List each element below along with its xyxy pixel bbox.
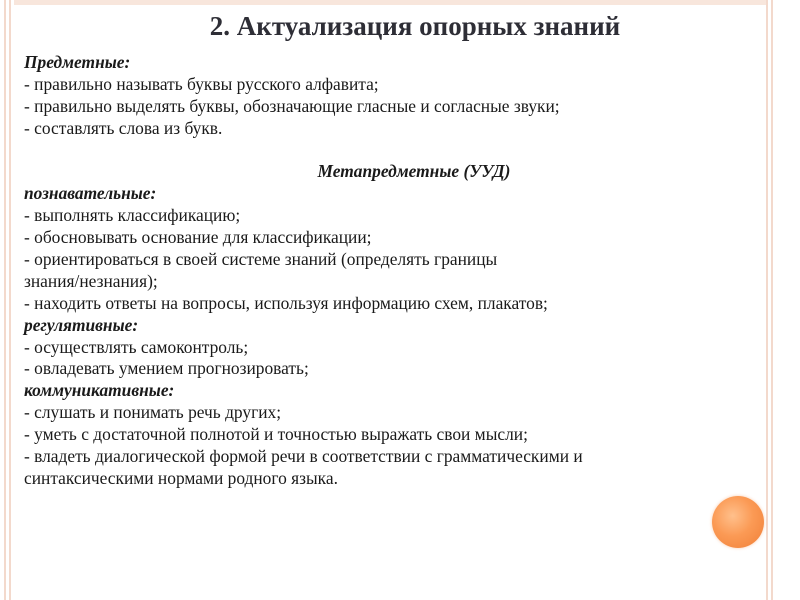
slide-body [24, 52, 764, 490]
communicative-heading: коммуникативные: [24, 380, 175, 401]
cognitive-heading: познавательные: [24, 183, 157, 204]
slide-title: 2. Актуализация опорных знаний [209, 11, 621, 41]
communicative-item: - уметь с достаточной полнотой и точностью выражать свои мысли; [24, 424, 528, 445]
subject-heading: Предметные: [24, 52, 131, 72]
spacer [24, 140, 764, 162]
cognitive-item: - находить ответы на вопросы, используя информацию схем, плакатов; [24, 292, 548, 313]
regulatory-item: - овладевать умением прогнозировать; [24, 358, 309, 379]
cognitive-item: знания/незнания); [24, 270, 158, 291]
left-border-stripes [4, 0, 14, 600]
cognitive-item: - выполнять классификацию; [24, 205, 241, 226]
subject-item: - составлять слова из букв. [24, 117, 223, 138]
meta-heading: Метапредметные (УУД) [317, 161, 511, 182]
cognitive-item: - ориентироваться в своей системе знаний (определять границы [24, 249, 498, 270]
right-border-stripes [766, 0, 776, 600]
cognitive-item: - обосновывать основание для классификации; [24, 227, 372, 248]
communicative-item: синтаксическими нормами родного языка. [24, 467, 338, 488]
top-border [14, 0, 766, 5]
regulatory-heading: регулятивные: [24, 314, 139, 335]
communicative-item: - слушать и понимать речь других; [24, 402, 282, 423]
orange-circle-decoration [712, 496, 764, 548]
communicative-item: - владеть диалогической формой речи в соответствии с грамматическими и [24, 446, 583, 467]
regulatory-item: - осуществлять самоконтроль; [24, 336, 249, 357]
subject-item: - правильно выделять буквы, обозначающие гласные и согласные звуки; [24, 95, 560, 116]
subject-item: - правильно называть буквы русского алфавита; [24, 73, 379, 94]
